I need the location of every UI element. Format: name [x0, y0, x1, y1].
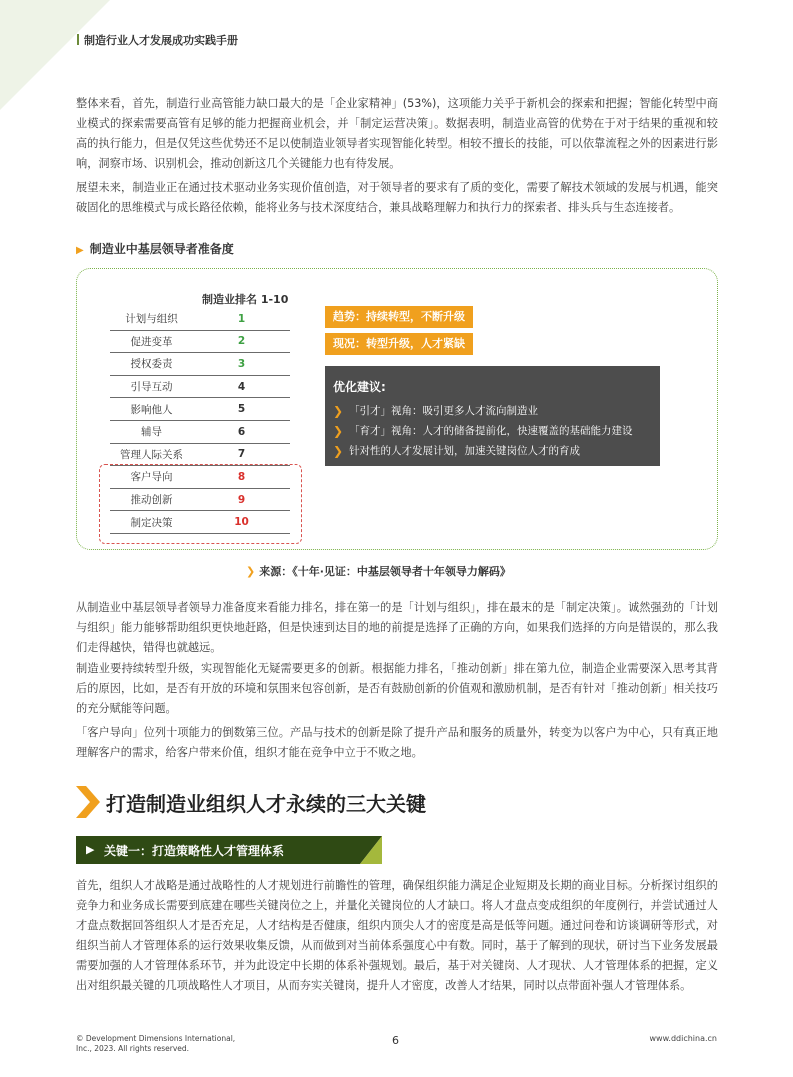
- ranking-number: 6: [237, 425, 246, 438]
- ranking-number: 3: [237, 357, 246, 370]
- ranking-number: 5: [237, 403, 246, 416]
- triangle-right-icon: ▶: [76, 245, 84, 256]
- ranking-number: 4: [237, 380, 246, 393]
- key-one-paragraph: 首先，组织人才战略是通过战略性的人才规划进行前瞻性的管理，确保组织能力满足企业短期及长期的商业目标。分析探讨组织的竞争力和业务成长需要到底建在哪些关键岗位之上，并量化关键岗位的人才缺口。将人才盘点变成组织的年度例行，并尝试通过人才盘点数据回答组织人才是否充足，人才结构是否健康，组织内顶尖人才的密度是高是低等问题。通过问卷和访谈调研等形式，对组织当前人才管理体系的运行效果收集反馈，从而做到对当前体系强度心中有数。同时，基于了解到的现状，研讨当下业务发展最需要加强的人才管理体系环节，并为此设定中长期的体系补强规划。最后，基于对关键岗、人才现状、人才管理体系的把握，定义出对组织最关键的几项战略性人才项目，从而夯实关键岗，提升人才密度，改善人才结果，同时以点带面补强人才管理体系。: [76, 879, 718, 992]
- chevron-right-icon: [76, 786, 100, 818]
- ranking-title: 制造业排名 1-10: [202, 293, 289, 306]
- analysis-paragraph-1: 从制造业中基层领导者领导力准备度来看能力排名，排在第一的是「计划与组织」，排在最末的是「制定决策」。诚然强劲的「计划与组织」能力能够帮助组织更快地赶路，但是快速到达目的地的前提是选择了正确的方向，如果我们选择的方向是错误的，那么我们走得越快，错得也就越远。: [76, 601, 718, 654]
- ranking-number: 8: [237, 470, 246, 483]
- advice-item: ❯ 「引才」视角：吸引更多人才流向制造业: [333, 401, 652, 421]
- chevron-right-icon: ❯: [333, 424, 344, 438]
- chapter-heading: 打造制造业组织人才永续的三大关键: [76, 786, 426, 818]
- ranking-row: [110, 331, 290, 354]
- chevron-right-icon: ❯: [246, 565, 256, 578]
- copyright: © Development Dimensions International, Inc., 2023. All rights reserved.: [76, 1034, 236, 1053]
- advice-item: ❯ 「育才」视角：人才的储备提前化，快速覆盖的基础能力建设: [333, 421, 652, 441]
- ranking-number: 7: [237, 448, 246, 461]
- running-header: 制造行业人才发展成功实践手册: [77, 32, 238, 48]
- ranking-label: 辅导: [141, 426, 162, 439]
- play-icon: ▶: [86, 843, 95, 856]
- ranking-label: 授权委责: [130, 358, 173, 371]
- ranking-label: 推动创新: [130, 494, 173, 507]
- bottom-three-highlight: [99, 464, 302, 544]
- analysis-paragraph-2: 制造业要持续转型升级，实现智能化无疑需要更多的创新。根据能力排名，「推动创新」排在第九位，制造企业需要深入思考其背后的原因，比如，是否有开放的环境和氛围来包容创新，是否有鼓励创新的价值观和激励机制，是否有针对「推动创新」相关技巧的充分赋能等问题。: [76, 662, 718, 715]
- status-tag: 现况：转型升级，人才紧缺: [325, 333, 473, 355]
- intro-paragraph-1: 整体来看，首先，制造行业高管能力缺口最大的是「企业家精神」(53%)，这项能力关乎于新机会的探索和把握；智能化转型中商业模式的探索需要高管有足够的能力把握商业机会，并「制定运营决策」。数据表明，制造业高管的优势在于对于结果的重视和较高的执行能力，但是仅凭这些优势还不足以使制造业领导者实现智能化转型。相较不擅长的技能，可以依靠流程之外的因素进行影响，洞察市场、识别机会，推动创新这几个关键能力也有待发展。: [76, 97, 718, 170]
- website-link[interactable]: www.ddichina.cn: [649, 1034, 717, 1043]
- ranking-label: 管理人际关系: [120, 448, 183, 461]
- ranking-number: 1: [237, 312, 246, 325]
- ranking-row: [110, 308, 290, 331]
- ranking-number: 9: [237, 493, 246, 506]
- advice-item: ❯ 针对性的人才发展计划，加速关键岗位人才的育成: [333, 441, 652, 461]
- advice-panel: [325, 366, 660, 466]
- ranking-label: 客户导向: [130, 471, 173, 484]
- ranking-label: 计划与组织: [125, 313, 178, 326]
- analysis-paragraph-3: 「客户导向」位列十项能力的倒数第三位。产品与技术的创新是除了提升产品和服务的质量外，转变为以客户为中心，只有真正地理解客户的需求，给客户带来价值，组织才能在竞争中立于不败之地。: [76, 726, 718, 759]
- key-one-banner: ▶ 关键一：打造策略性人才管理体系: [76, 836, 382, 864]
- ranking-label: 引导互动: [130, 381, 173, 394]
- chevron-right-icon: ❯: [333, 444, 344, 458]
- ranking-row: [110, 444, 290, 467]
- ranking-label: 促进变革: [130, 335, 173, 348]
- ranking-number: 2: [237, 335, 246, 348]
- page-number: 6: [392, 1034, 399, 1047]
- ranking-row: [110, 376, 290, 399]
- ranking-label: 制定决策: [130, 516, 173, 529]
- figure-source: ❯ 来源：《十年·见证：中基层领导者十年领导力解码》: [246, 565, 511, 578]
- chevron-right-icon: ❯: [333, 404, 344, 418]
- ranking-row: [110, 398, 290, 421]
- advice-title: 优化建议:: [333, 380, 386, 394]
- intro-paragraph-2: 展望未来，制造业正在通过技术驱动业务实现价值创造，对于领导者的要求有了质的变化，需要了解技术领域的发展与机遇，能突破固化的思维模式与成长路径依赖，能将业务与技术深度结合，兼具战略理解力和执行力的探索者、排头兵与生态连接者。: [76, 181, 718, 214]
- ranking-number: 10: [234, 516, 249, 529]
- ranking-label: 影响他人: [130, 403, 173, 416]
- trend-tag: 趋势：持续转型，不断升级: [325, 306, 473, 328]
- ranking-row: [110, 421, 290, 444]
- ranking-row: [110, 353, 290, 376]
- section-title: ▶ 制造业中基层领导者准备度: [76, 242, 234, 256]
